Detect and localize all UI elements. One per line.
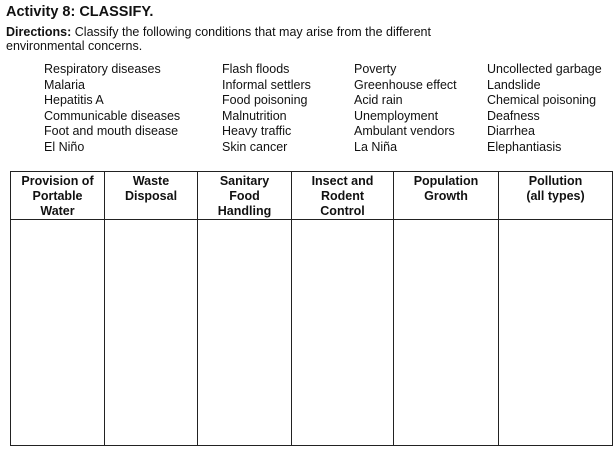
condition-item: Skin cancer bbox=[222, 139, 288, 154]
header-waste-disposal: Waste Disposal bbox=[105, 172, 198, 220]
condition-item: Informal settlers bbox=[222, 77, 311, 92]
header-population-growth: Population Growth bbox=[394, 172, 499, 220]
condition-item: Deafness bbox=[487, 108, 540, 123]
header-provision-of-portable-water: Provision of Portable Water bbox=[11, 172, 105, 220]
answer-cell-insect-and-rodent-control[interactable] bbox=[292, 220, 394, 446]
condition-item: Unemployment bbox=[354, 108, 439, 123]
answer-cell-sanitary-food-handling[interactable] bbox=[198, 220, 292, 446]
condition-item: Respiratory diseases bbox=[44, 62, 161, 76]
header-insect-and-rodent-control: Insect and Rodent Control bbox=[292, 172, 394, 220]
classification-table bbox=[10, 171, 613, 446]
table-header-row bbox=[11, 172, 613, 220]
conditions-column-4 bbox=[487, 62, 602, 156]
header-pollution: Pollution (all types) bbox=[499, 172, 613, 220]
activity-title: Activity 8: CLASSIFY. bbox=[6, 4, 154, 20]
answer-cell-pollution[interactable] bbox=[499, 220, 613, 446]
condition-item: Flash floods bbox=[222, 62, 290, 76]
directions-text bbox=[6, 25, 486, 53]
header-sanitary-food-handling: Sanitary Food Handling bbox=[198, 172, 292, 220]
condition-item: Poverty bbox=[354, 62, 397, 76]
table-answer-row bbox=[11, 220, 613, 446]
condition-item: Landslide bbox=[487, 77, 541, 92]
directions-label: Directions: bbox=[6, 25, 72, 39]
condition-item: Foot and mouth disease bbox=[44, 124, 179, 139]
condition-item: Elephantiasis bbox=[487, 139, 562, 154]
condition-item: Food poisoning bbox=[222, 93, 308, 108]
condition-item: Communicable diseases bbox=[44, 108, 181, 123]
condition-item: Heavy traffic bbox=[222, 124, 292, 139]
condition-item: Malaria bbox=[44, 77, 85, 92]
condition-item: Greenhouse effect bbox=[354, 77, 457, 92]
conditions-column-3 bbox=[354, 62, 457, 156]
condition-item: Acid rain bbox=[354, 93, 403, 108]
condition-item: Diarrhea bbox=[487, 124, 535, 139]
condition-item: El Niño bbox=[44, 139, 85, 154]
directions-body: Classify the following conditions that may arise from the different environmental concerns. bbox=[6, 25, 431, 53]
conditions-column-2 bbox=[222, 62, 311, 156]
conditions-column-1 bbox=[44, 62, 180, 156]
answer-cell-provision-of-portable-water[interactable] bbox=[11, 220, 105, 446]
condition-item: La Niña bbox=[354, 139, 398, 154]
answer-cell-waste-disposal[interactable] bbox=[105, 220, 198, 446]
condition-item: Malnutrition bbox=[222, 108, 287, 123]
condition-item: Chemical poisoning bbox=[487, 93, 597, 108]
condition-item: Ambulant vendors bbox=[354, 124, 455, 139]
answer-cell-population-growth[interactable] bbox=[394, 220, 499, 446]
condition-item: Uncollected garbage bbox=[487, 62, 602, 76]
condition-item: Hepatitis A bbox=[44, 93, 104, 108]
